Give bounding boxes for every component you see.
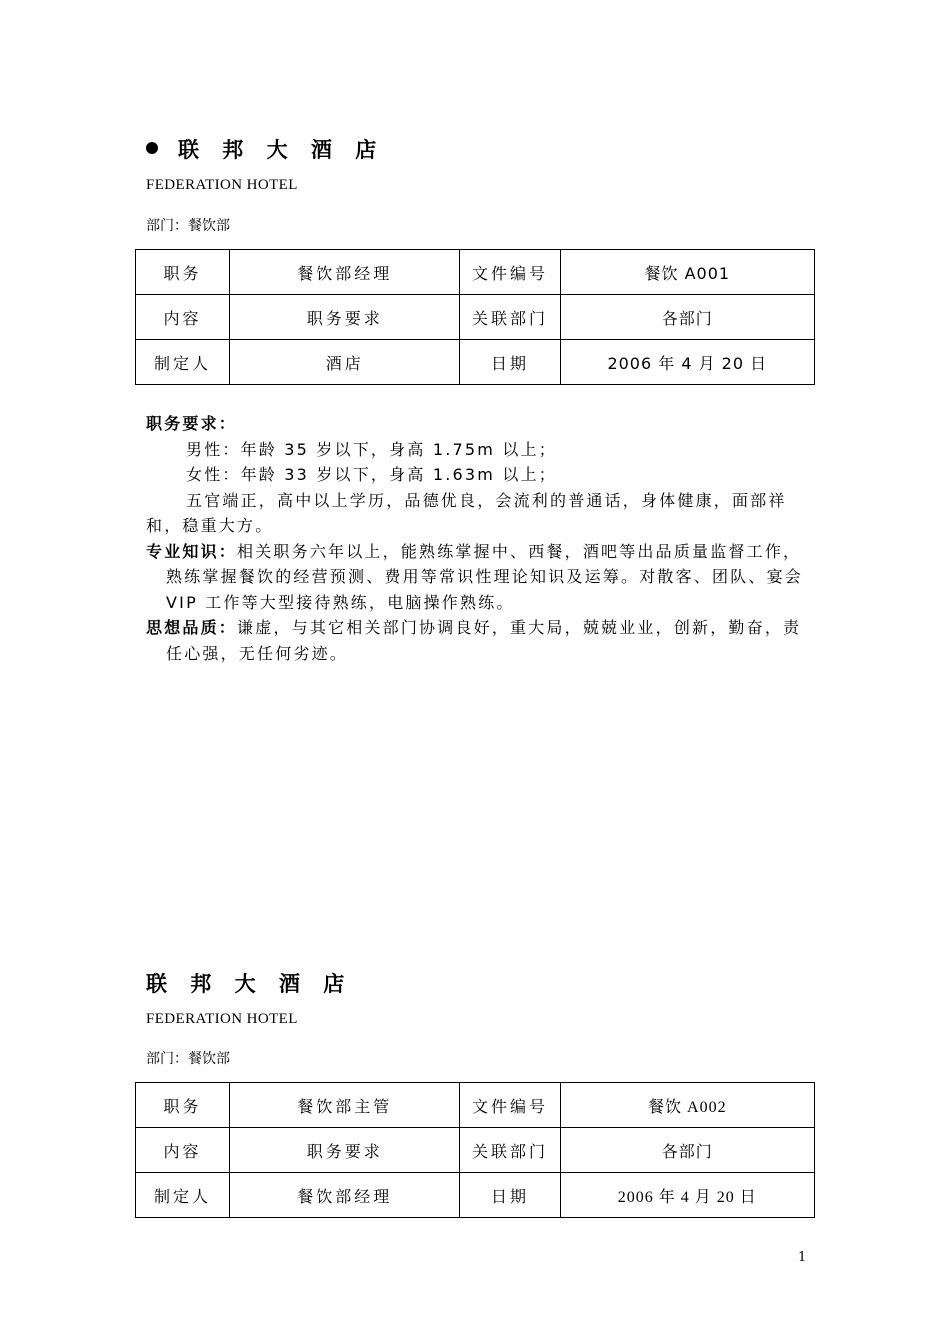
- table-cell: 酒店: [230, 340, 460, 385]
- table-cell: 餐饮部主管: [230, 1083, 460, 1128]
- table-cell: 制定人: [136, 340, 230, 385]
- table-row: [136, 250, 815, 295]
- table-row: [136, 1173, 815, 1218]
- page-number: 1: [798, 1250, 807, 1265]
- table-cell: 餐饮部经理: [230, 1173, 460, 1218]
- character-text: 谦虚，与其它相关部门协调良好，重大局，兢兢业业，创新，勤奋，责任心强，无任何劣迹。: [166, 618, 802, 663]
- character-paragraph: [146, 615, 808, 666]
- table-cell: 文件编号: [460, 250, 560, 295]
- hotel-title: [146, 138, 384, 162]
- hotel-title-2: 联 邦 大 酒 店: [146, 972, 353, 996]
- table-cell: 餐饮 A001: [560, 250, 814, 295]
- table-row: [136, 295, 815, 340]
- requirements-heading: 职务要求：: [146, 414, 238, 433]
- table-cell: 职务: [136, 1083, 230, 1128]
- hotel-title-text: 联 邦 大 酒 店: [178, 138, 385, 162]
- requirements-section: [146, 411, 808, 666]
- hotel-subtitle-2: FEDERATION HOTEL: [146, 1011, 298, 1027]
- table-cell: 职务: [136, 250, 230, 295]
- table-cell: 各部门: [560, 1128, 814, 1173]
- table-cell: 职务要求: [230, 295, 460, 340]
- table-cell: 日期: [460, 1173, 560, 1218]
- job-info-table-2: [135, 1082, 815, 1218]
- table-row: [136, 1128, 815, 1173]
- table-cell: 内容: [136, 295, 230, 340]
- female-requirement: 女性：年龄 33 岁以下，身高 1.63m 以上；: [186, 465, 557, 484]
- table-cell: 职务要求: [230, 1128, 460, 1173]
- table-cell: 日期: [460, 340, 560, 385]
- table-cell: 各部门: [560, 295, 814, 340]
- appearance-requirement: 五官端正，高中以上学历，品德优良，会流利的普通话，身体健康，面部祥和，稳重大方。: [146, 490, 787, 535]
- table-cell: 文件编号: [460, 1083, 560, 1128]
- table-row: [136, 1083, 815, 1128]
- job-info-table: [135, 249, 815, 385]
- table-cell: 餐饮 A002: [560, 1083, 814, 1128]
- knowledge-text: 相关职务六年以上，能熟练掌握中、西餐，酒吧等出品质量监督工作，熟练掌握餐饮的经营预测、费用等常识性理论知识及运筹。对散客、团队、宴会 VIP 工作等大型接待熟练，电脑操作熟练。: [166, 541, 804, 612]
- department-label-2: 部门：餐饮部: [146, 1051, 230, 1067]
- table-row: [136, 340, 815, 385]
- department-label: 部门：餐饮部: [146, 218, 230, 234]
- character-label: 思想品质：: [146, 618, 238, 637]
- male-requirement: 男性：年龄 35 岁以下，身高 1.75m 以上；: [186, 439, 557, 459]
- table-cell: 制定人: [136, 1173, 230, 1218]
- table-cell: 内容: [136, 1128, 230, 1173]
- table-cell: 2006 年 4 月 20 日: [560, 340, 814, 385]
- hotel-subtitle: FEDERATION HOTEL: [146, 177, 298, 193]
- knowledge-label: 专业知识：: [146, 541, 238, 561]
- table-cell: 2006 年 4 月 20 日: [560, 1173, 814, 1218]
- table-cell: 餐饮部经理: [230, 250, 460, 295]
- knowledge-paragraph: [146, 539, 808, 616]
- bullet-icon: [146, 142, 158, 154]
- table-cell: 关联部门: [460, 1128, 560, 1173]
- table-cell: 关联部门: [460, 295, 560, 340]
